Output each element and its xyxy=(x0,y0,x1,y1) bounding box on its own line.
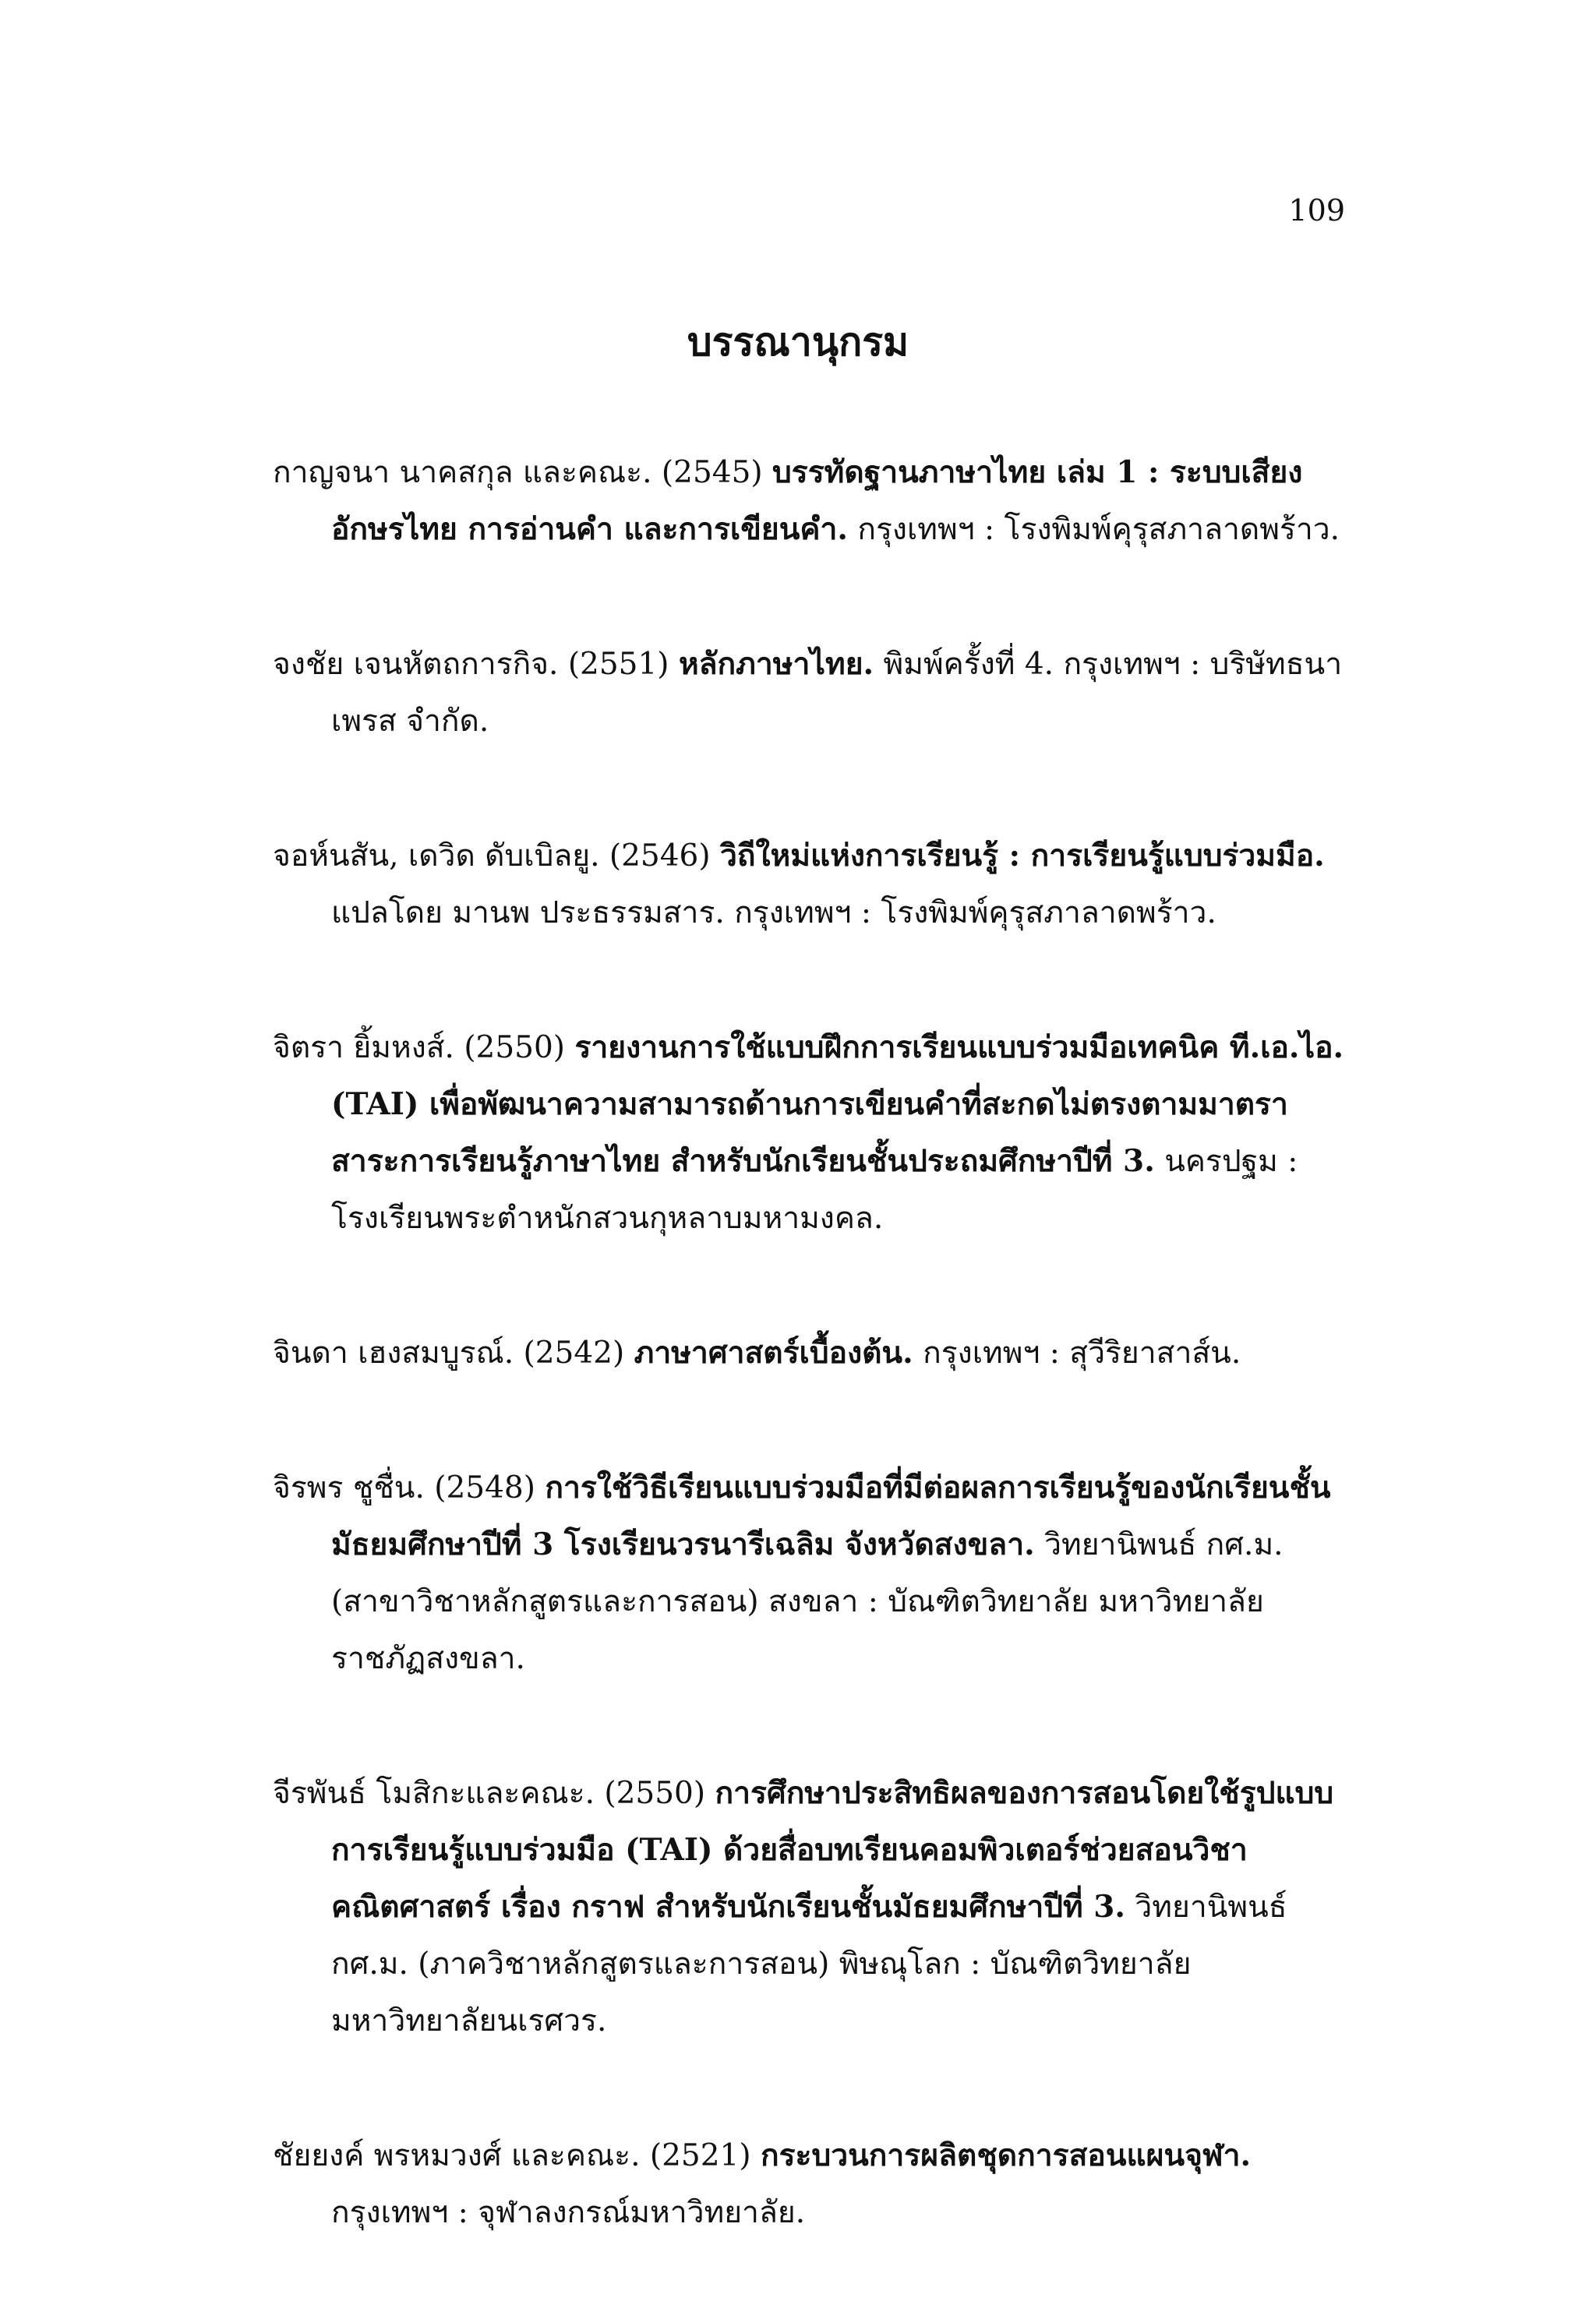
reference-title: กระบวนการผลิตชุดการสอนแผนจุฬา. xyxy=(760,2137,1252,2173)
reference-title: ภาษาศาสตร์เบื้องต้น. xyxy=(634,1335,913,1371)
reference-author: จอห์นสัน, เดวิด ดับเบิลยู. xyxy=(273,838,600,874)
reference-author: จงชัย เจนหัตถการกิจ. xyxy=(273,647,559,682)
page-number: 109 xyxy=(1288,193,1345,228)
reference-title: วิถีใหม่แห่งการเรียนรู้ : การเรียนรู้แบบร่วมมือ. xyxy=(720,838,1325,874)
reference-publisher: พิมพ์ครั้งที่ 4. กรุงเทพฯ : บริษัทธนาเพรส จำกัด. xyxy=(331,647,1343,739)
reference-title: การศึกษาประสิทธิผลของการสอนโดยใช้รูปแบบการเรียนรู้แบบร่วมมือ (TAI) ด้วยสื่อบทเรียนคอมพิวเตอร์ช่วยสอนวิชาคณิตศาสตร์ เรื่อง กราฟ สำหรับนักเรียนชั้นมัธยมศึกษาปีที่ 3. xyxy=(331,1775,1334,1925)
reference-title: บรรทัดฐานภาษาไทย เล่ม 1 : ระบบเสียง อักษรไทย การอ่านคำ และการเขียนคำ. xyxy=(331,454,1303,547)
reference-year: (2548) xyxy=(434,1470,535,1505)
reference-publisher: กรุงเทพฯ : โรงพิมพ์คุรุสภาลาดพร้าว. xyxy=(857,512,1340,547)
reference-year: (2550) xyxy=(464,1030,566,1065)
reference-year: (2545) xyxy=(661,455,763,490)
reference-entry xyxy=(273,636,1356,750)
reference-author: จินดา เฮงสมบูรณ์. xyxy=(273,1336,514,1371)
reference-title: รายงานการใช้แบบฝึกการเรียนแบบร่วมมือเทคนิค ที.เอ.ไอ. (TAI) เพื่อพัฒนาความสามารถด้านการเขียนคำที่สะกดไม่ตรงตามมาตรา สาระการเรียนรู้ภาษาไทย สำหรับนักเรียนชั้นประถมศึกษาปีที่ 3. xyxy=(331,1029,1344,1179)
reference-year: (2551) xyxy=(567,647,669,682)
reference-publisher: วิทยานิพนธ์ กศ.ม. (ภาควิชาหลักสูตรและการสอน) พิษณุโลก : บัณฑิตวิทยาลัย มหาวิทยาลัยนเรศวร. xyxy=(331,1890,1287,2038)
reference-publisher: กรุงเทพฯ : สุวีริยาสาส์น. xyxy=(923,1336,1241,1371)
reference-year: (2546) xyxy=(609,838,711,874)
reference-publisher: กรุงเทพฯ : จุฬาลงกรณ์มหาวิทยาลัย. xyxy=(331,2195,806,2230)
bibliography-list xyxy=(273,444,1356,2319)
reference-publisher: แปลโดย มานพ ประธรรมสาร. กรุงเทพฯ : โรงพิมพ์คุรุสภาลาดพร้าว. xyxy=(331,895,1216,930)
reference-entry xyxy=(273,444,1356,558)
reference-year: (2550) xyxy=(604,1776,706,1811)
reference-title: หลักภาษาไทย. xyxy=(678,646,874,682)
reference-year: (2542) xyxy=(523,1336,625,1371)
reference-entry xyxy=(273,1460,1356,1687)
reference-author: กาญจนา นาคสกุล และคณะ. xyxy=(273,455,652,490)
reference-entry xyxy=(273,1325,1356,1382)
reference-entry xyxy=(273,1765,1356,2049)
reference-entry xyxy=(273,2127,1356,2241)
reference-year: (2521) xyxy=(649,2138,751,2173)
reference-author: จิรพร ชูชื่น. xyxy=(273,1470,425,1505)
reference-entry xyxy=(273,1019,1356,1247)
reference-title: การใช้วิธีเรียนแบบร่วมมือที่มีต่อผลการเรียนรู้ของนักเรียนชั้นมัธยมศึกษาปีที่ 3 โรงเรียนวรนารีเฉลิม จังหวัดสงขลา. xyxy=(331,1470,1331,1562)
reference-entry xyxy=(273,828,1356,941)
reference-publisher: วิทยานิพนธ์ กศ.ม. (สาขาวิชาหลักสูตรและการสอน) สงขลา : บัณฑิตวิทยาลัย มหาวิทยาลัยราชภัฏสงขลา. xyxy=(331,1527,1284,1676)
reference-author: จิตรา ยิ้มหงส์. xyxy=(273,1030,454,1065)
reference-author: จีรพันธ์ โมสิกะและคณะ. xyxy=(273,1776,595,1811)
page-title: บรรณานุกรม xyxy=(687,319,909,365)
reference-publisher: นครปฐม : โรงเรียนพระตำหนักสวนกุหลาบมหามงคล. xyxy=(331,1144,1298,1236)
reference-author: ชัยยงค์ พรหมวงศ์ และคณะ. xyxy=(273,2138,641,2173)
